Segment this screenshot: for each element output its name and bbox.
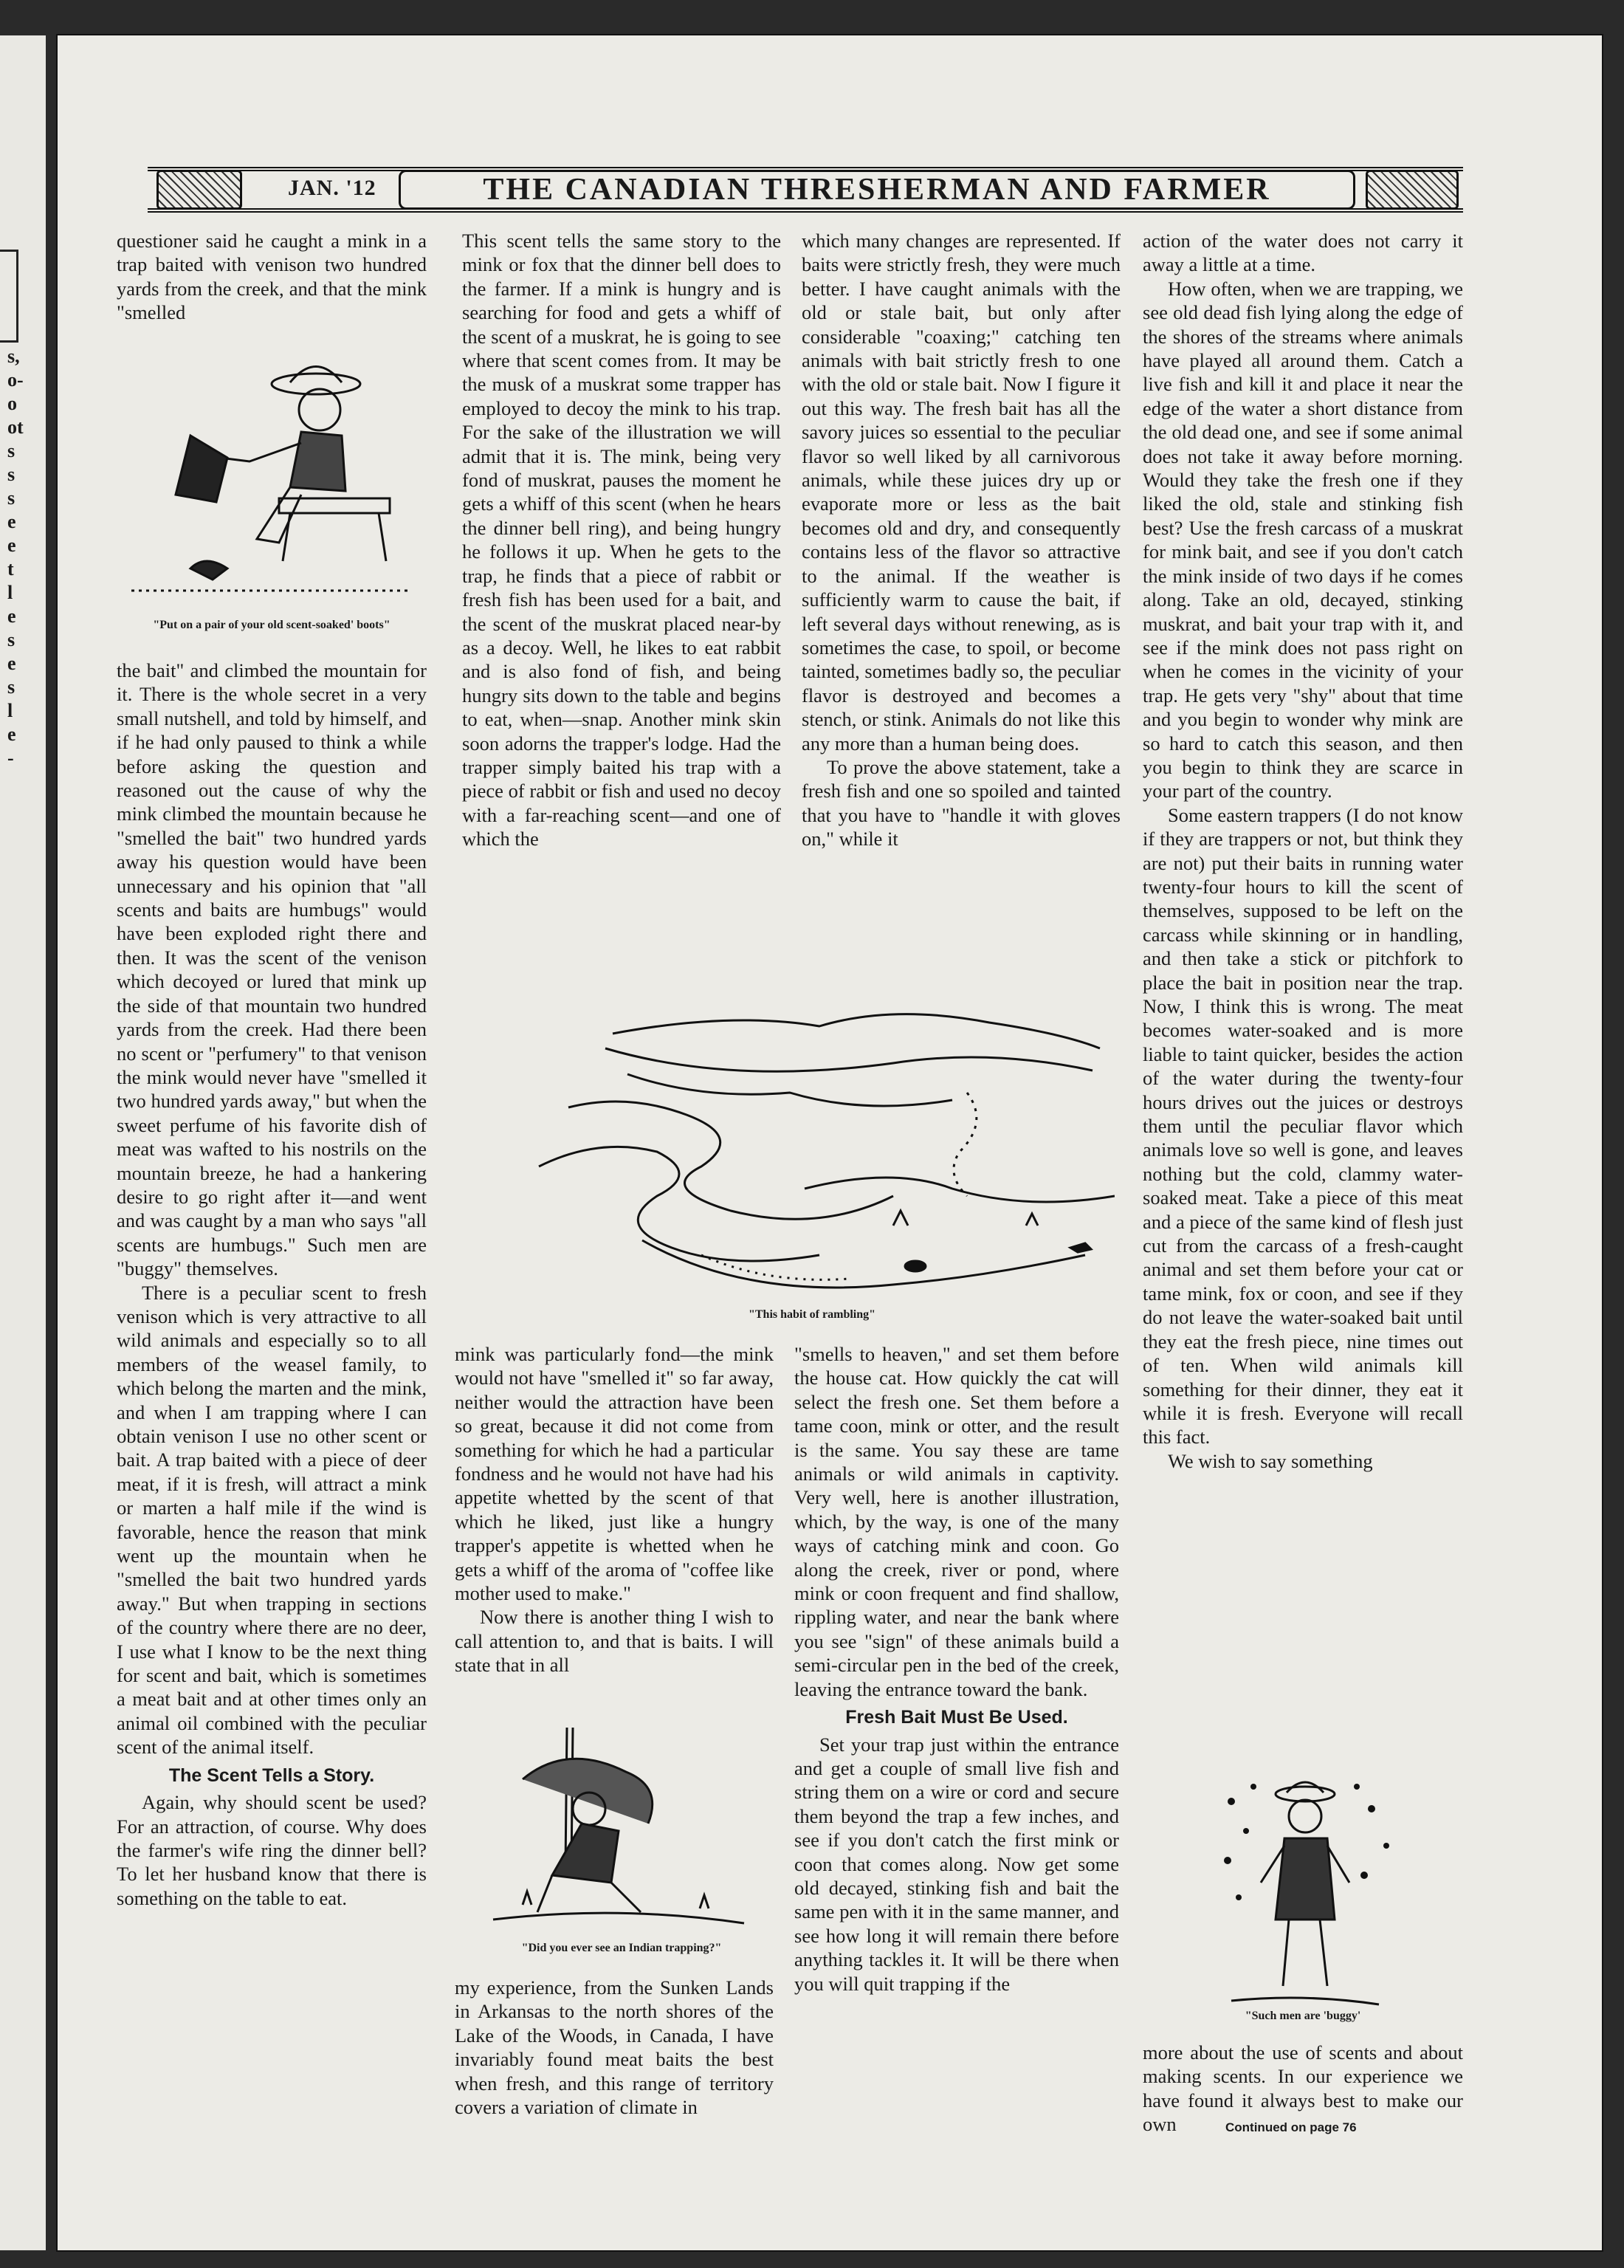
adjacent-fragment: - (7, 747, 14, 769)
adjacent-fragment: t (7, 558, 14, 580)
buggy-caption: "Such men are 'buggy' (1245, 2010, 1361, 2022)
col3-para1: which many changes are represented. If baits were strictly fresh, they were much better. I have caught animals with the old or stale bait, but only after considerable "coaxing;" catching ten animals with bait strictly fresh to one with the old or stale bait. Now I figure it out this way. The fresh bait has all the savory juices so essential to the peculiar flavor so well liked by all carnivorous animals, while these juices dry up or evaporate more or less as the bait becomes old and dry, and consequently contains less of the flavor so attractive to the animal. If the weather is sufficiently warm to cause the bait, if left several days without renewing, as is sometimes the case, to spoil, or become tainted, sometimes badly so, the peculiar flavor is destroyed and becomes a stench, or stink. Animals do not like this any more than a human being does. (802, 230, 1121, 755)
col2-para4: my experience, from the Sunken Lands in Arkansas to the north shores of the Lake of the Woods, in Canada, I have invariably found meat baits the best when fresh, and this range of territory covers a variation of climate in (455, 1976, 774, 2119)
col4-para2: How often, when we are trapping, we see old dead fish lying along the edge of the shores of the streams where animals have played all around them. Catch a live fish and kill it and place it near the edge of the water a short distance from the old dead one, and see if some animal does not take it away before morning. Would they take the fresh one if they liked the old, stale and stinking fish best? Use the fresh carcass of a muskrat for mink bait, and see if you don't catch the mink inside of two days if he comes along. Take an old, decayed, stinking muskrat, and bait your trap with it, and see if the mink does not pass right on when he comes in the vicinity of your trap. He gets very "shy" about that time and you begin to wonder why mink are so hard to catch this season, and then you begin to think they are scarce in your part of the country. (1143, 277, 1463, 803)
adjacent-fragment: e (7, 605, 16, 627)
adjacent-fragment: s, (7, 346, 20, 367)
rambling-caption: "This habit of rambling" (748, 1308, 876, 1321)
boots-caption: "Put on a pair of your old scent-soaked' boots" (153, 619, 390, 631)
section-heading-fresh-bait: Fresh Bait Must Be Used. (845, 1707, 1068, 1728)
col1-para2: the bait" and climbed the mountain for it. There is the whole secret in a very small nutshell, and told by himself, and if he had only paused to think a while before asking the question and reasoned out the cause of why the mink climbed the mountain because he "smelled the bait" two hundred yards away his question would have been unnecessary and his opinion that "all scents and baits are humbugs" would have been exploded right there and then. It was the scent of the venison which decoyed or lured that mink up the side of that mountain two hundred yards from the creek. Had there been no scent or "perfumery" to that venison the mink would never have "smelled it two hundred yards away," but when the sweet perfume of his favorite dish of meat was wafted to his nostrils on the mountain breeze, he had a hankering desire to go right after it—and went and was caught by a man who says "all scents are humbugs." Such men are "buggy" themselves. (117, 659, 427, 1280)
col3-para2: To prove the above statement, take a fresh fish and one so spoiled and tainted that you have to "handle it with gloves on," while it (802, 755, 1121, 850)
adjacent-fragment: e (7, 724, 16, 745)
column-3-top (802, 229, 1121, 851)
adjacent-fragment: ot (7, 416, 24, 438)
adjacent-fragment: s (7, 629, 16, 650)
col3-para3: "smells to heaven," and set them before the house cat. How quickly the cat will select the fresh one. Set them before a tame coon, mink or otter, and the result is the same. You say these are tame animals or wild animals in captivity. Very well, here is another illustration, which, by the way, is one of the many ways of catching mink and coon. Go along the creek, river or pond, where mink or coon frequent and find shallow, rippling water, and near the bank where you see "sign" of these animals build a semi-circular pen in the bed of the creek, leaving the entrance toward the bank. (794, 1343, 1119, 1700)
adjacent-fragment: s (7, 440, 16, 461)
column-3-bottom (794, 1342, 1119, 1996)
boot-man-illustration (131, 347, 412, 613)
left-ornament-icon (156, 170, 242, 210)
column-2-top (462, 229, 781, 851)
column-1-lower (117, 659, 427, 1910)
col4-para1: action of the water does not carry it away a little at a time. (1143, 230, 1463, 276)
column-2-end (455, 1976, 774, 2119)
col1-para1: questioner said he caught a mink in a trap baited with venison two hundred yards from the creek, and that the mink "smelled (117, 230, 427, 324)
adjacent-page-strip (0, 35, 46, 2250)
adjacent-fragment: s (7, 676, 16, 698)
adjacent-fragment: o- (7, 369, 24, 391)
buggy-man-illustration (1202, 1772, 1408, 2016)
adjacent-fragment: s (7, 487, 16, 509)
adjacent-fragment: l (7, 700, 13, 721)
adjacent-fragment: o (7, 393, 17, 414)
issue-date: JAN. '12 (288, 176, 376, 200)
continued-note: Continued on page 76 (1225, 2120, 1357, 2134)
col2-para1: This scent tells the same story to the mink or fox that the dinner bell does to the farmer. If a mink is hungry and is searching for food and gets a whiff of the scent of a muskrat, he is going to see where that scent comes from. It may be the musk of a muskrat some trapper has employed to decoy the mink to his trap. For the sake of the illustration we will admit that it is. The mink, being very fond of muskrat, pauses the moment he gets a whiff of this scent (when he hears the dinner bell ring), and being hungry he follows it up. When he gets to the trap, he finds that a piece of rabbit or fresh fish has been used for a bait, and the scent of the muskrat placed near-by as a decoy. Well, he likes to eat rabbit and is also fond of fish, and being hungry sits down to the table and begins to eat, when—snap. Another mink skin soon adorns the trapper's lodge. Had the trapper simply baited his trap with a piece of rabbit or fish and used no decoy with a far-reaching scent—and one of which the (462, 230, 781, 850)
col2-para2: mink was particularly fond—the mink would not have "smelled it" so far away, neither would the attraction have been so great, because it did not come from something for which he had a particular fondness and he would not have had his appetite whetted by the scent of that which he liked, just like a hungry trapper's appetite is whetted when he gets a whiff of the aroma of "coffee like mother used to make." (455, 1343, 774, 1605)
column-1 (117, 229, 427, 325)
col3-para4: Set your trap just within the entrance and get a couple of small live fish and string them on a wire or cord and secure them beyond the trap a few inches, and see if you don't catch the first mink or coon that comes along. Now get some old decayed, stinking fish and bait the same pen with it in the same manner, and see how long it will remain there before anything tackles it. It will be there when you will quit trapping if the (794, 1733, 1119, 1995)
adjacent-page-box (0, 250, 18, 343)
adjacent-fragment: s (7, 464, 16, 485)
col4-para5: more about the use of scents and about making scents. In our experience we have found it always best to make our own (1143, 2041, 1463, 2136)
adjacent-fragment: e (7, 535, 16, 556)
col2-para3: Now there is another thing I wish to call attention to, and that is baits. I will state that in all (455, 1606, 774, 1677)
col1-para4: Again, why should scent be used? For an attraction, of course. Why does the farmer's wife ring the dinner bell? To let her husband know that there is something on the table to eat. (117, 1791, 427, 1909)
masthead (148, 167, 1463, 213)
col4-para3: Some eastern trappers (I do not know if they are trappers or not, but think they are not) put their baits in running water twenty-four hours to kill the scent of themselves, supposed to be left on the carcass while skinning or in handling, and then take a stick or pitchfork to place the bait in position near the trap. Now, I think this is wrong. The meat becomes water-soaked and is more liable to taint quicker, besides the action of the water during the twenty-four hours drives out the juices or destroys them until the peculiar flavor which animals love so well is gone, and leaves nothing but the cold, clammy water-soaked meat. Take a piece of this meat and a piece of the same kind of flesh just cut from the carcass of a fresh-caught animal and set them before your cat or tame mink, fox or coon, and see if they do not leave the water-soaked bait until they eat the fresh piece, nine times out of ten. When wild animals kill something for their dinner, they eat it while it is fresh. Everyone will recall this fact. (1143, 803, 1463, 1449)
section-heading-scent: The Scent Tells a Story. (168, 1764, 375, 1786)
col4-para4: We wish to say something (1168, 1449, 1373, 1472)
indian-caption: "Did you ever see an Indian trapping?" (521, 1942, 722, 1954)
right-ornament-icon (1366, 170, 1459, 210)
rambling-landscape-illustration (509, 1004, 1115, 1314)
column-2-bottom (455, 1342, 774, 1677)
adjacent-fragment: l (7, 582, 13, 603)
column-4 (1143, 229, 1463, 1473)
adjacent-fragment: e (7, 511, 16, 532)
indian-trapping-illustration (478, 1720, 759, 1942)
publication-title: THE CANADIAN THRESHERMAN AND FARMER (399, 170, 1355, 210)
adjacent-fragment: e (7, 653, 16, 674)
col1-para3: There is a peculiar scent to fresh venison which is very attractive to all wild animals and especially so to all members of the weasel family, to which belong the marten and the mink, and when I am trapping where I can obtain venison I use no other scent or bait. A trap baited with a piece of deer meat, if it is fresh, will attract a mink or marten a half mile if the wind is favorable, hence the reason that mink went up the mountain when he "smelled the bait two hundred yards away." But when trapping in sections of the country where there are no deer, I use what I know to be the next thing for scent and bait, which is sometimes a meat bait and at other times only an animal oil combined with the peculiar scent of the animal itself. (117, 1281, 427, 1759)
